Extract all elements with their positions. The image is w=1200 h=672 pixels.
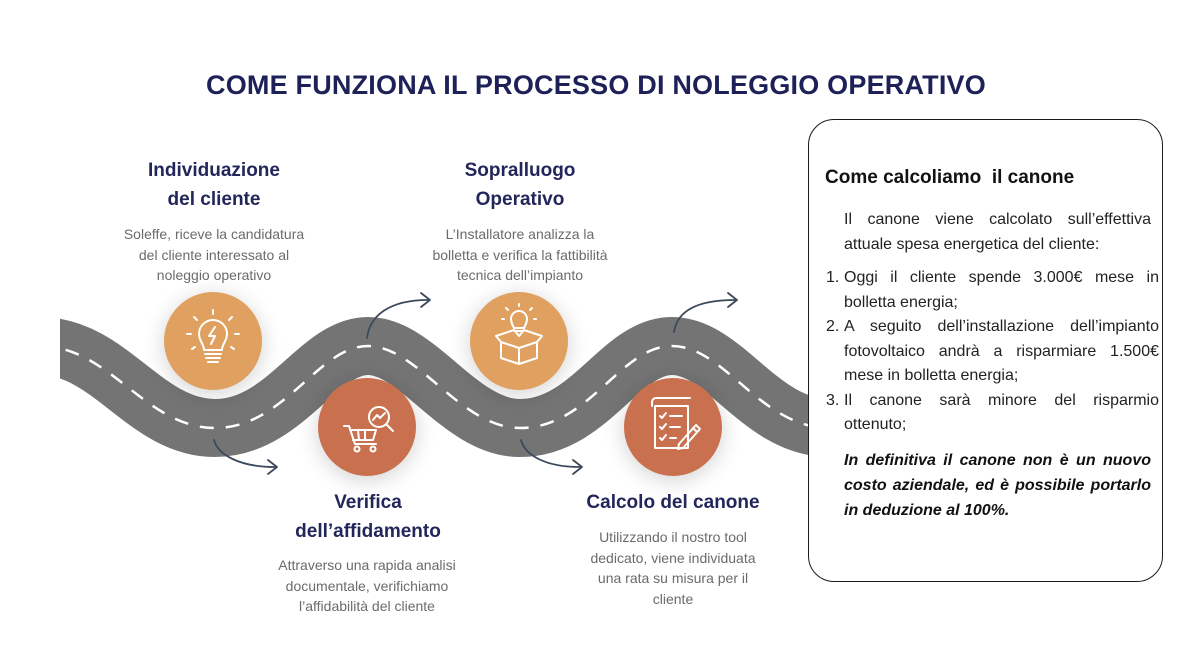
step-3-circle: [470, 292, 568, 390]
panel-title: Come calcoliamo il canone: [825, 167, 1075, 188]
step-3-description: L’Installatore analizza la bolletta e verifica la fattibilità tecnica dell’impianto: [432, 226, 608, 283]
step-2-circle: [318, 378, 416, 476]
step-1-circle: [164, 292, 262, 390]
lightbulb-icon: [164, 292, 262, 390]
step-1-description: Soleffe, riceve la candidatura del cliente interessato al noleggio operativo: [123, 226, 305, 283]
panel-intro: Il canone viene calcolato sull’effettiva attuale spesa energetica del cliente:: [844, 211, 1151, 253]
step-2-description: Attraverso una rapida analisi documentale, verifichiamo l’affidabilità del cliente: [278, 557, 456, 614]
panel-conclusion: In definitiva il canone non è un nuovo costo aziendale, ed è possibile portarlo in deduzione al 100%.: [844, 452, 1151, 519]
step-1-title: Individuazione del cliente: [148, 160, 280, 210]
step-4-description: Utilizzando il nostro tool dedicato, viene individuata una rata su misura per il cliente: [590, 529, 756, 607]
list-item: 1. Oggi il cliente spende 3.000€ mese in bolletta energia;: [826, 269, 1159, 311]
list-item: 2. A seguito dell’installazione dell’impianto fotovoltaico andrà a risparmiare 1.500€ mese in bolletta energia;: [826, 318, 1159, 384]
list-item: 3. Il canone sarà minore del risparmio ottenuto;: [826, 391, 1159, 433]
box-lightbulb-icon: [470, 292, 568, 390]
step-4-circle: [624, 378, 722, 476]
shopping-cart-magnifier-icon: [318, 378, 416, 476]
step-2-title: Verifica dell’affidamento: [295, 492, 441, 542]
panel-list: [826, 266, 1159, 438]
step-3-title: Sopralluogo Operativo: [464, 160, 576, 210]
step-4-title: Calcolo del canone: [586, 492, 760, 513]
checklist-pencil-icon: [624, 378, 722, 476]
page-title: COME FUNZIONA IL PROCESSO DI NOLEGGIO OPERATIVO: [206, 70, 986, 100]
